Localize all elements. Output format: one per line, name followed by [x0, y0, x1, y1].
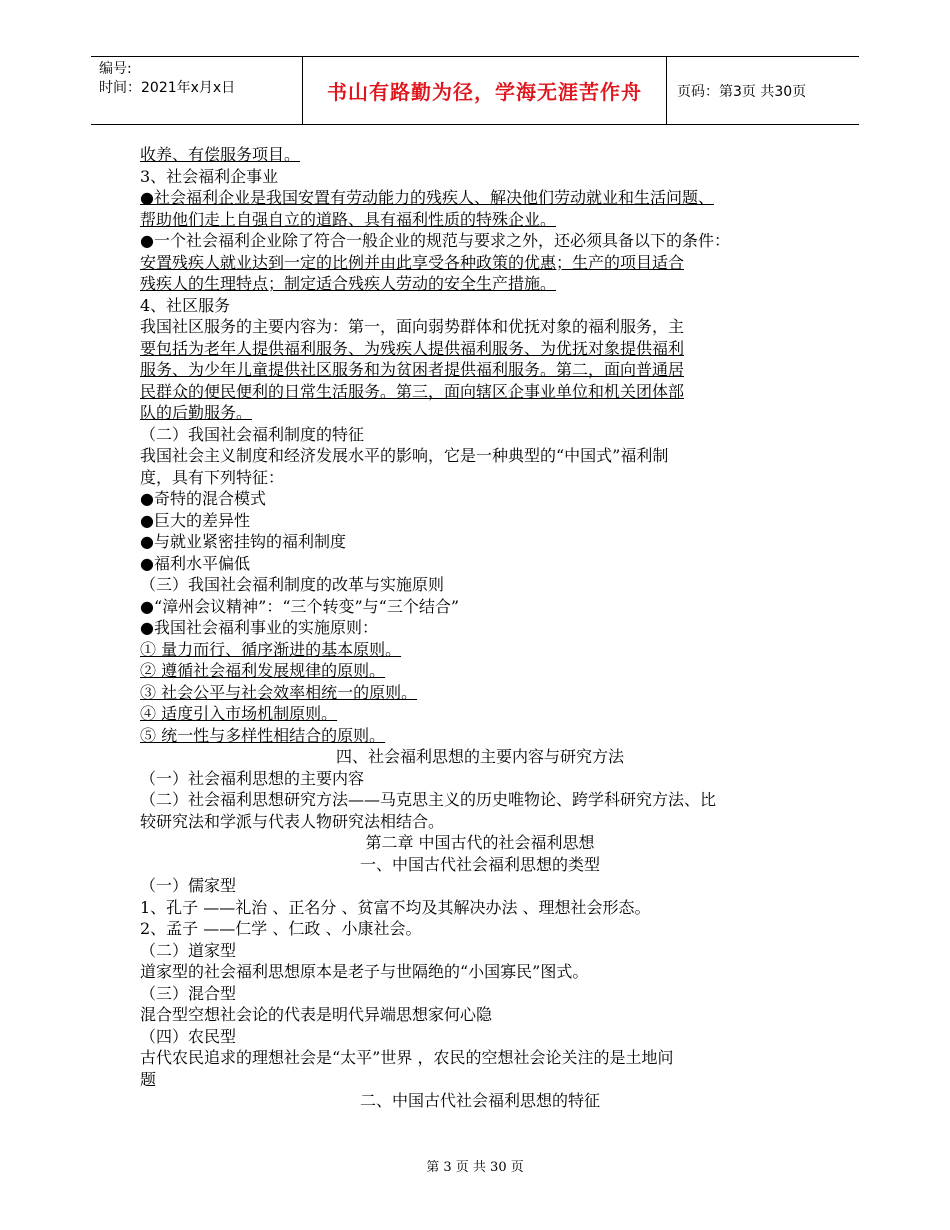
body-line: （四）农民型	[140, 1026, 237, 1046]
body-line: 收养、有偿服务项目。	[140, 145, 301, 164]
body-line: 我国社会主义制度和经济发展水平的影响，它是一种典型的“中国式”福利制	[140, 446, 669, 465]
body-line: ●与就业紧密挂钩的福利制度	[140, 532, 346, 551]
body-line: 度，具有下列特征：	[140, 467, 285, 487]
header-motto: 书山有路勤为径，学海无涯苦作舟	[303, 57, 667, 124]
body-line: （二）道家型	[140, 940, 237, 960]
document-time: 时间：2021年x月x日	[99, 80, 236, 96]
body-line: 队的后勤服务。	[140, 403, 253, 422]
body-line: 一、中国古代社会福利思想的类型	[359, 854, 600, 874]
body-line: ●“漳州会议精神”：“三个转变”与“三个结合”	[140, 596, 460, 616]
body-line: 安置残疾人就业达到一定的比例并由此享受各种政策的优惠；生产的项目适合	[140, 252, 685, 272]
body-line: ① 量力而行、循序渐进的基本原则。	[140, 639, 402, 659]
body-line: 民群众的便民便利的日常生活服务。第三，面向辖区企事业单位和机关团体部	[140, 381, 685, 401]
body-line: （三）我国社会福利制度的改革与实施原则	[140, 575, 445, 594]
body-line: ④ 适度引入市场机制原则。	[140, 704, 338, 723]
body-line: 题	[140, 1069, 157, 1089]
body-line: 要包括为老年人提供福利服务、为残疾人提供福利服务、为优抚对象提供福利	[140, 338, 685, 358]
body-line: 较研究法和学派与代表人物研究法相结合。	[140, 811, 445, 831]
document-number-label: 编号:	[99, 61, 132, 77]
body-line: ●巨大的差异性	[140, 510, 250, 530]
header-page-info: 页码：第3页 共30页	[677, 83, 807, 100]
body-line: ⑤ 统一性与多样性相结合的原则。	[140, 725, 386, 745]
body-line: 四、社会福利思想的主要内容与研究方法	[335, 747, 624, 766]
page-footer: 第 3 页 共 30 页	[426, 1160, 524, 1175]
document-body	[140, 144, 820, 1112]
body-line: 4、社区服务	[140, 295, 231, 315]
body-line: ③ 社会公平与社会效率相统一的原则。	[140, 682, 418, 702]
body-line: ●社会福利企业是我国安置有劳动能力的残疾人、解决他们劳动就业和生活问题、	[140, 188, 714, 207]
body-line: ●奇特的混合模式	[140, 489, 266, 508]
body-line: 第二章 中国古代的社会福利思想	[365, 833, 595, 852]
body-line: 二、中国古代社会福利思想的特征	[359, 1091, 600, 1110]
body-line: ●一个社会福利企业除了符合一般企业的规范与要求之外，还必须具备以下的条件：	[140, 231, 730, 250]
body-line: 我国社区服务的主要内容为：第一，面向弱势群体和优抚对象的福利服务，主	[140, 317, 685, 336]
body-line: 残疾人的生理特点；制定适合残疾人劳动的安全生产措施。	[140, 274, 557, 293]
body-line: （二）我国社会福利制度的特征	[140, 424, 365, 444]
body-line: 服务、为少年儿童提供社区服务和为贫困者提供福利服务。第二，面向普通居	[140, 360, 685, 379]
body-line: 2、孟子 ——仁学 、仁政 、小康社会。	[140, 919, 422, 938]
body-line: ② 遵循社会福利发展规律的原则。	[140, 661, 386, 680]
body-line: 3、社会福利企事业	[140, 166, 279, 186]
body-line: 古代农民追求的理想社会是“太平”世界 ，农民的空想社会论关注的是土地问	[140, 1048, 674, 1067]
body-line: 道家型的社会福利思想原本是老子与世隔绝的“小国寡民”图式。	[140, 962, 589, 981]
body-line: 帮助他们走上自强自立的道路、具有福利性质的特殊企业。	[140, 209, 557, 229]
body-line: （一）社会福利思想的主要内容	[140, 768, 365, 788]
body-line: （三）混合型	[140, 983, 237, 1003]
page-header	[91, 56, 859, 125]
body-line: 混合型空想社会论的代表是明代异端思想家何心隐	[140, 1005, 493, 1024]
body-line: 1、孔子 ——礼治 、正名分 、贫富不均及其解决办法 、理想社会形态。	[140, 897, 651, 917]
body-line: （二）社会福利思想研究方法——马克思主义的历史唯物论、跨学科研究方法、比	[140, 790, 717, 809]
header-meta	[91, 57, 303, 124]
body-line: （一）儒家型	[140, 876, 237, 895]
body-line: ●福利水平偏低	[140, 553, 250, 573]
body-line: ●我国社会福利事业的实施原则：	[140, 618, 378, 637]
